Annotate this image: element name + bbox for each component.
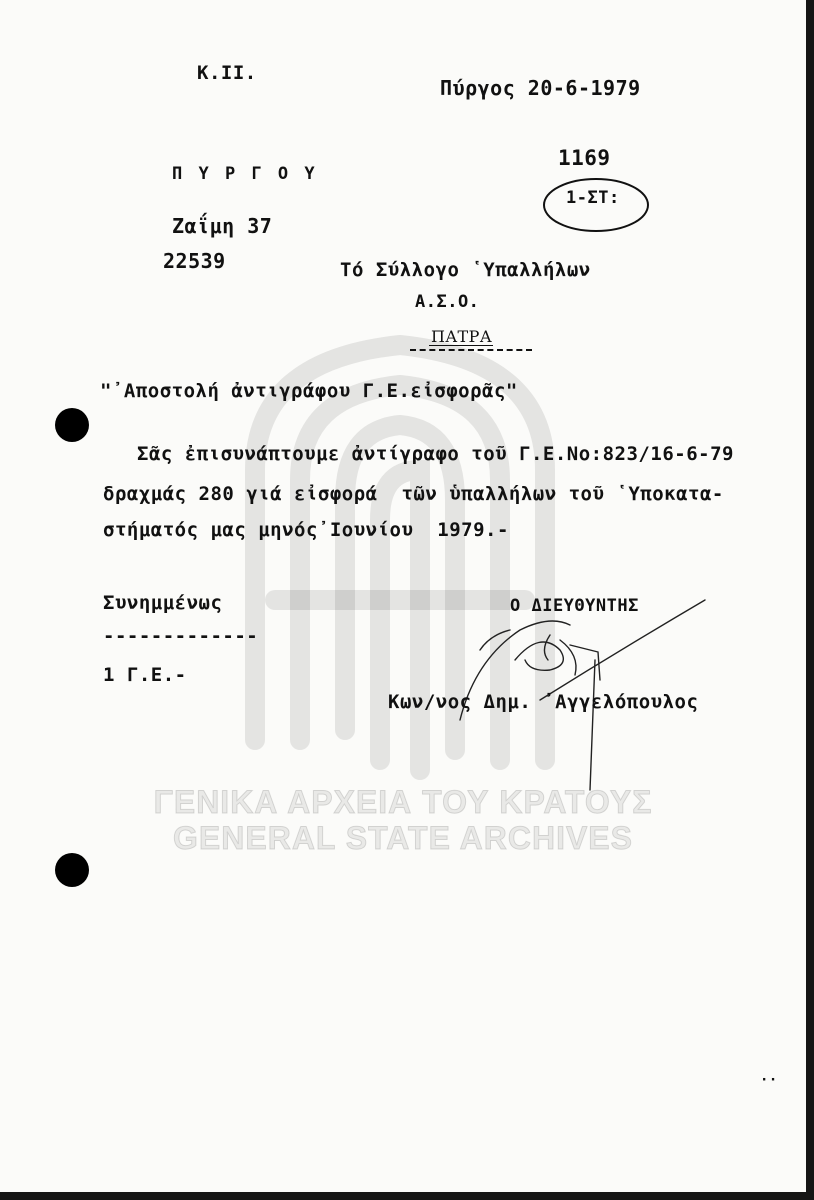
attachments-rule: ------------- — [103, 625, 259, 647]
body-line-1: Σᾶς ἐπισυνάπτουμε ἀντίγραφο τοῦ Γ.Ε.Νο:823/16-6-79 — [137, 443, 734, 465]
recipient-underline-dashed — [410, 349, 532, 351]
attachments-label: Συνημμένως — [103, 592, 223, 614]
recipient-line-3: ΠΑΤΡΑ — [431, 327, 492, 346]
scan-edge-bottom — [0, 1192, 814, 1200]
protocol-number: 1169 — [558, 146, 611, 170]
reference-code: K.II. — [197, 62, 257, 84]
sender-phone: 22539 — [163, 249, 226, 273]
recipient-line-2: Α.Σ.Ο. — [415, 292, 480, 312]
body-line-3: στήματός μας μηνός᾽Ιουνίου 1979.- — [103, 519, 509, 541]
punch-hole-top — [55, 408, 89, 442]
watermark-line-english: GENERAL STATE ARCHIVES — [173, 820, 633, 856]
recipient-line-1: Τό Σύλλογο ῾Υπαλλήλων — [340, 259, 591, 281]
subject-line: "᾽Αποστολή ἀντιγράφου Γ.Ε.εἰσφορᾶς" — [100, 380, 518, 402]
sender-city: Π Υ Ρ Γ Ο Υ — [172, 164, 318, 184]
body-line-2: δραχμάς 280 γιά εἰσφορά τῶν ὑπαλλήλων τοῦ ῾Υποκατα- — [103, 483, 724, 505]
attachment-item: 1 Γ.Ε.- — [103, 664, 187, 686]
signatory-title: Ο ΔΙΕΥΘΥΝΤΗΣ — [510, 596, 639, 616]
punch-hole-bottom — [55, 853, 89, 887]
place-date: Πύργος 20-6-1979 — [440, 76, 641, 100]
scan-edge-right — [806, 0, 814, 1200]
watermark-line-greek: ΓΕΝΙΚΑ ΑΡΧΕΙΑ ΤΟΥ ΚΡΑΤΟΥΣ — [153, 784, 653, 820]
circled-note: 1-ΣΤ: — [566, 188, 620, 208]
signatory-name: Κων/νος Δημ. ᾽Αγγελόπουλος — [388, 691, 699, 713]
recipient-underline-solid — [429, 345, 493, 346]
stray-mark: ⋅⋅ — [760, 1072, 778, 1088]
sender-street: Ζαΐμη 37 — [172, 214, 273, 238]
